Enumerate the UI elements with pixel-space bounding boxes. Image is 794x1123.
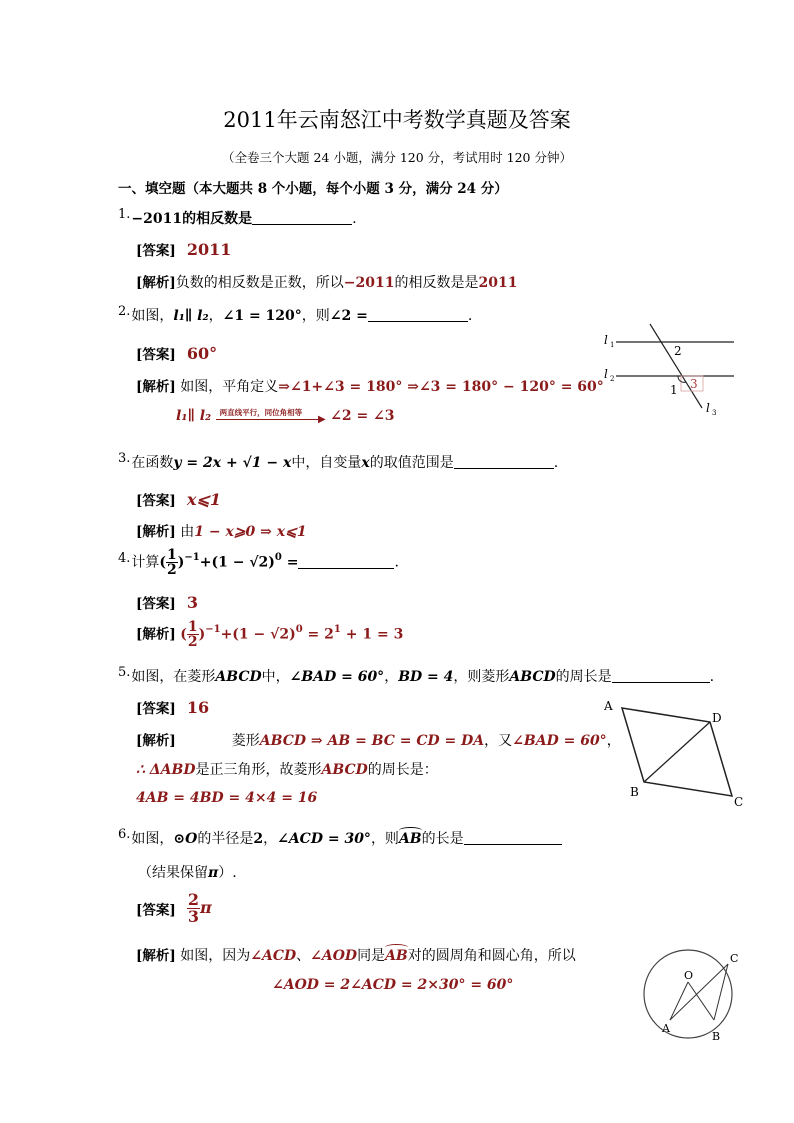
angle-3-label: 3 xyxy=(690,377,698,391)
line-l2-label: l xyxy=(604,367,608,381)
section-heading: 一、填空题（本大题共 8 个小题，每个小题 3 分，满分 24 分） xyxy=(118,181,508,197)
analysis-6: [解析] 如图，因为∠ACD、∠AOD同是AB对的圆周角和圆心角，所以 xyxy=(136,948,576,964)
answer-blank xyxy=(298,554,394,569)
vertex-d-label: D xyxy=(712,711,722,725)
answer-value: x⩽1 xyxy=(186,490,221,509)
answer-6: [答案] $\frac{2}{3}$ π xyxy=(136,890,212,926)
answer-blank xyxy=(612,668,710,683)
answer-4: [答案] 3 xyxy=(136,593,199,612)
center-o-label: O xyxy=(684,969,694,982)
answer-blank xyxy=(464,830,562,845)
circle-figure xyxy=(640,944,756,1046)
svg-text:3: 3 xyxy=(712,409,717,417)
analysis-5: [解析] 菱形ABCD ⇒ AB = BC = CD = DA，又∠BAD = 60°， xyxy=(136,733,621,749)
rhombus-figure xyxy=(600,696,750,810)
point-b-label: B xyxy=(712,1030,721,1043)
svg-text:2: 2 xyxy=(610,375,615,383)
answer-blank xyxy=(252,210,352,225)
question-number: 1. xyxy=(118,207,131,222)
answer-value: 16 xyxy=(186,698,210,717)
angle-2-label: 2 xyxy=(674,344,682,358)
question-6: 6.如图，⊙O的半径是2，∠ACD = 30°，则AB的长是 xyxy=(118,828,562,848)
answer-5: [答案] 16 xyxy=(136,698,210,717)
page-title: 2011年云南怒江中考数学真题及答案 xyxy=(223,108,571,132)
analysis-4: [解析] ( $\frac{1}{2}$ )$^{-1}+(1 - √2)^0 = 2^1 + 1 = 3$ xyxy=(136,619,404,650)
answer-2: [答案] 60° xyxy=(136,344,218,363)
implication-arrow: 两直线平行，同位角相等 ▶ xyxy=(216,410,326,422)
exam-subtitle: （全卷三个大题 24 小题，满分 120 分，考试用时 120 分钟） xyxy=(222,150,572,165)
point-c-label: C xyxy=(730,952,739,965)
answer-value: 2011 xyxy=(186,240,232,259)
answer-value: 60° xyxy=(186,344,218,363)
analysis-2-line2: l₁∥ l₂ 两直线平行，同位角相等 ▶ ∠2 = ∠3 xyxy=(176,408,395,425)
question-6-note: （结果保留π）. xyxy=(138,865,237,881)
fraction: $\frac{1}{2}$ xyxy=(167,547,177,578)
question-1: 1.−2011的相反数是 . xyxy=(118,207,357,227)
svg-text:1: 1 xyxy=(610,341,615,349)
answer-blank xyxy=(454,454,554,469)
question-4: 4.计算( $\frac{1}{2}$ )$^{-1}+(1 - √2)^0$ = . xyxy=(118,547,399,578)
answer-value: 3 xyxy=(186,593,199,612)
question-5: 5.如图，在菱形ABCD中，∠BAD = 60°，BD = 4，则菱形ABCD的周长是 . xyxy=(118,665,715,685)
question-3: 3.在函数y = 2x + √1 − x中，自变量x的取值范围是 . xyxy=(118,451,559,471)
line-l1-label: l xyxy=(604,333,608,347)
vertex-b-label: B xyxy=(630,785,639,799)
angle-1-label: 1 xyxy=(670,383,678,397)
question-text: −2011的相反数是 xyxy=(131,211,253,227)
analysis-3: [解析] 由1 − x⩾0 ⇒ x⩽1 xyxy=(136,524,307,540)
analysis-1: [解析]负数的相反数是正数，所以−2011的相反数是是2011 xyxy=(136,275,518,291)
analysis-2: [解析] 如图，平角定义⇒∠1+∠3 = 180° ⇒∠3 = 180° − 120° = 60° xyxy=(136,379,604,395)
analysis-5-line3: 4AB = 4BD = 4×4 = 16 xyxy=(136,790,318,806)
vertex-c-label: C xyxy=(734,795,744,809)
answer-fraction: $\frac{2}{3}$ xyxy=(187,890,200,926)
question-2: 2.如图，l₁∥ l₂，∠1 = 120°，则∠2 = . xyxy=(118,304,473,324)
answer-blank xyxy=(368,307,468,322)
vertex-a-label: A xyxy=(604,699,613,713)
analysis-5-line2: ∴ ΔABD是正三角形，故菱形ABCD的周长是： xyxy=(136,762,438,778)
parallel-lines-figure xyxy=(598,322,738,418)
line-l3-label: l xyxy=(706,401,710,415)
answer-1: [答案] 2011 xyxy=(136,240,232,259)
point-a-label: A xyxy=(662,1022,670,1035)
answer-3: [答案] x⩽1 xyxy=(136,490,221,509)
analysis-6-line2: ∠AOD = 2∠ACD = 2×30° = 60° xyxy=(272,977,514,993)
